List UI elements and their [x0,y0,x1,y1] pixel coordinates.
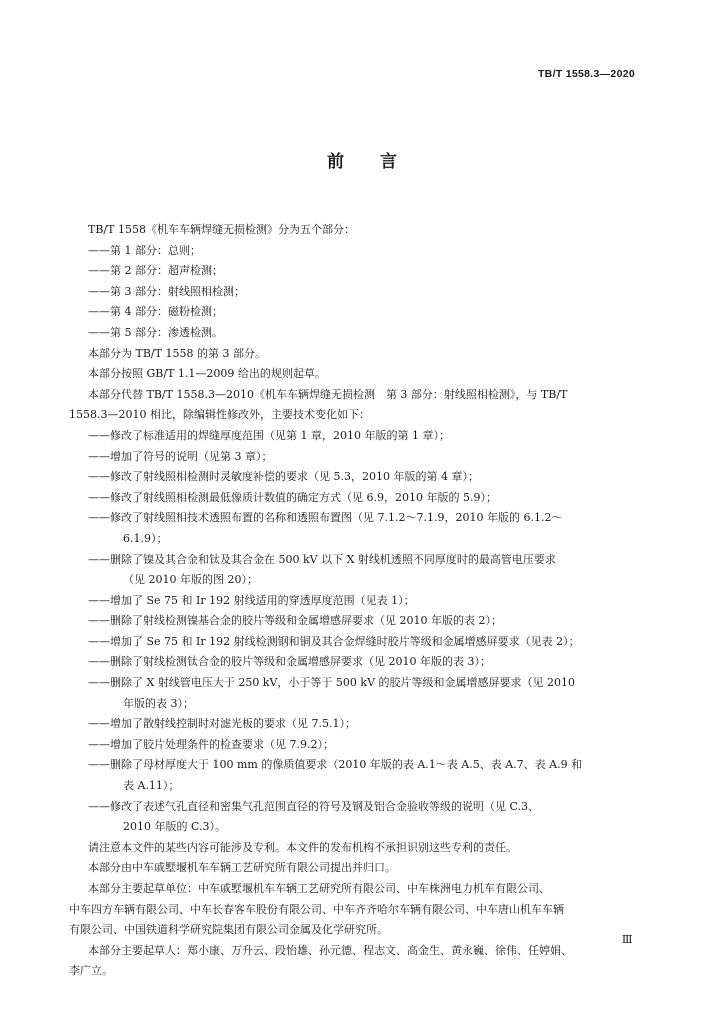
page-number: Ⅲ [621,933,632,946]
list-item: ——增加了胶片处理条件的检查要求（见 7.9.2）； [88,737,334,751]
foreword-body [69,220,643,982]
paragraph-line: 请注意本文件的某些内容可能涉及专利。本文件的发布机构不承担识别这些专利的责任。 [88,840,517,854]
paragraph-line: 本部分主要起草单位：中车戚墅堰机车车辆工艺研究所有限公司、中车株洲电力机车有限公司、 [88,882,550,895]
paragraph-line: 本部分由中车戚墅堰机车车辆工艺研究所有限公司提出并归口。 [88,861,396,875]
list-item: ——增加了 Se 75 和 Ir 192 射线检测钢和铜及其合金焊缝时胶片等级和金属增感屏要求（见表 2）； [88,634,580,648]
list-item: ——第 1 部分：总则； [88,243,201,257]
list-item-continuation: 年版的表 3）； [123,696,194,710]
list-item: ——删除了母材厚度大于 100 mm 的像质值要求（2010 年版的表 A.1～表 A.5、表 A.7、表 A.9 和 [88,758,583,772]
list-item-continuation: 6.1.9）； [123,531,168,545]
list-item: ——第 5 部分：渗透检测。 [88,325,223,339]
list-item-continuation: 2010 年版的 C.3）。 [123,820,227,834]
list-item: ——删除了镍及其合金和钛及其合金在 500 kV 以下 X 射线机透照不同厚度时的最高管电压要求 [88,552,556,566]
list-item: ——修改了射线照相技术透照布置的名称和透照布置图（见 7.1.2～7.1.9，2010 年版的 6.1.2～ [88,511,563,525]
paragraph-line: 中车四方车辆有限公司、中车长春客车股份有限公司、中车齐齐哈尔车辆有限公司、中车唐山机车车辆 [69,902,564,916]
list-item: ——删除了 X 射线管电压大于 250 kV，小于等于 500 kV 的胶片等级和金属增感屏要求（见 2010 [88,676,576,690]
standard-code: TB/T 1558.3—2020 [537,68,635,80]
list-item: ——增加了符号的说明（见第 3 章）； [88,449,273,463]
list-item: ——修改了表述气孔直径和密集气孔范围直径的符号及钢及铝合金验收等级的说明（见 C.3、 [88,799,540,813]
list-item: ——删除了射线检测钛合金的胶片等级和金属增感屏要求（见 2010 年版的表 3）； [88,655,491,669]
paragraph-line: 本部分为 TB/T 1558 的第 3 部分。 [88,346,266,360]
list-item: ——增加了 Se 75 和 Ir 192 射线适用的穿透厚度范围（见表 1）； [88,593,415,607]
list-item: ——删除了射线检测镍基合金的胶片等级和金属增感屏要求（见 2010 年版的表 2）； [88,614,502,628]
paragraph-line: 李广立。 [69,964,113,978]
list-item: ——修改了射线照相检测最低像质计数值的确定方式（见 6.9，2010 年版的 5.9）； [88,490,497,504]
paragraph-line: 本部分按照 GB/T 1.1—2009 给出的规则起草。 [88,367,326,381]
list-item-continuation: 表 A.11）； [123,779,180,793]
paragraph-line: 1558.3—2010 相比，除编辑性修改外，主要技术变化如下： [69,408,370,422]
list-item: ——增加了散射线控制时对滤光板的要求（见 7.5.1）； [88,717,356,731]
paragraph-line: 本部分代替 TB/T 1558.3—2010《机车车辆焊缝无损检测 第 3 部分：射线照相检测》，与 TB/T [88,387,568,401]
list-item: ——修改了标准适用的焊缝厚度范围（见第 1 章，2010 年版的第 1 章）； [88,428,450,442]
list-item: ——第 3 部分：射线照相检测； [88,284,245,298]
list-item: ——第 2 部分：超声检测； [88,264,223,278]
paragraph-line: TB/T 1558《机车车辆焊缝无损检测》分为五个部分： [88,223,355,236]
paragraph-line: 有限公司、中国铁道科学研究院集团有限公司金属及化学研究所。 [69,923,388,937]
list-item-continuation: （见 2010 年版的图 20）； [123,573,258,587]
list-item: ——第 4 部分：磁粉检测； [88,305,223,319]
paragraph-line: 本部分主要起草人：郑小康、万升云、段怡雄、孙元德、程志文、高金生、黄永巍、徐伟、任婷娟、 [88,943,572,957]
page-title: 前言 [327,152,433,172]
list-item: ——修改了射线照相检测时灵敏度补偿的要求（见 5.3，2010 年版的第 4 章）； [88,470,479,484]
